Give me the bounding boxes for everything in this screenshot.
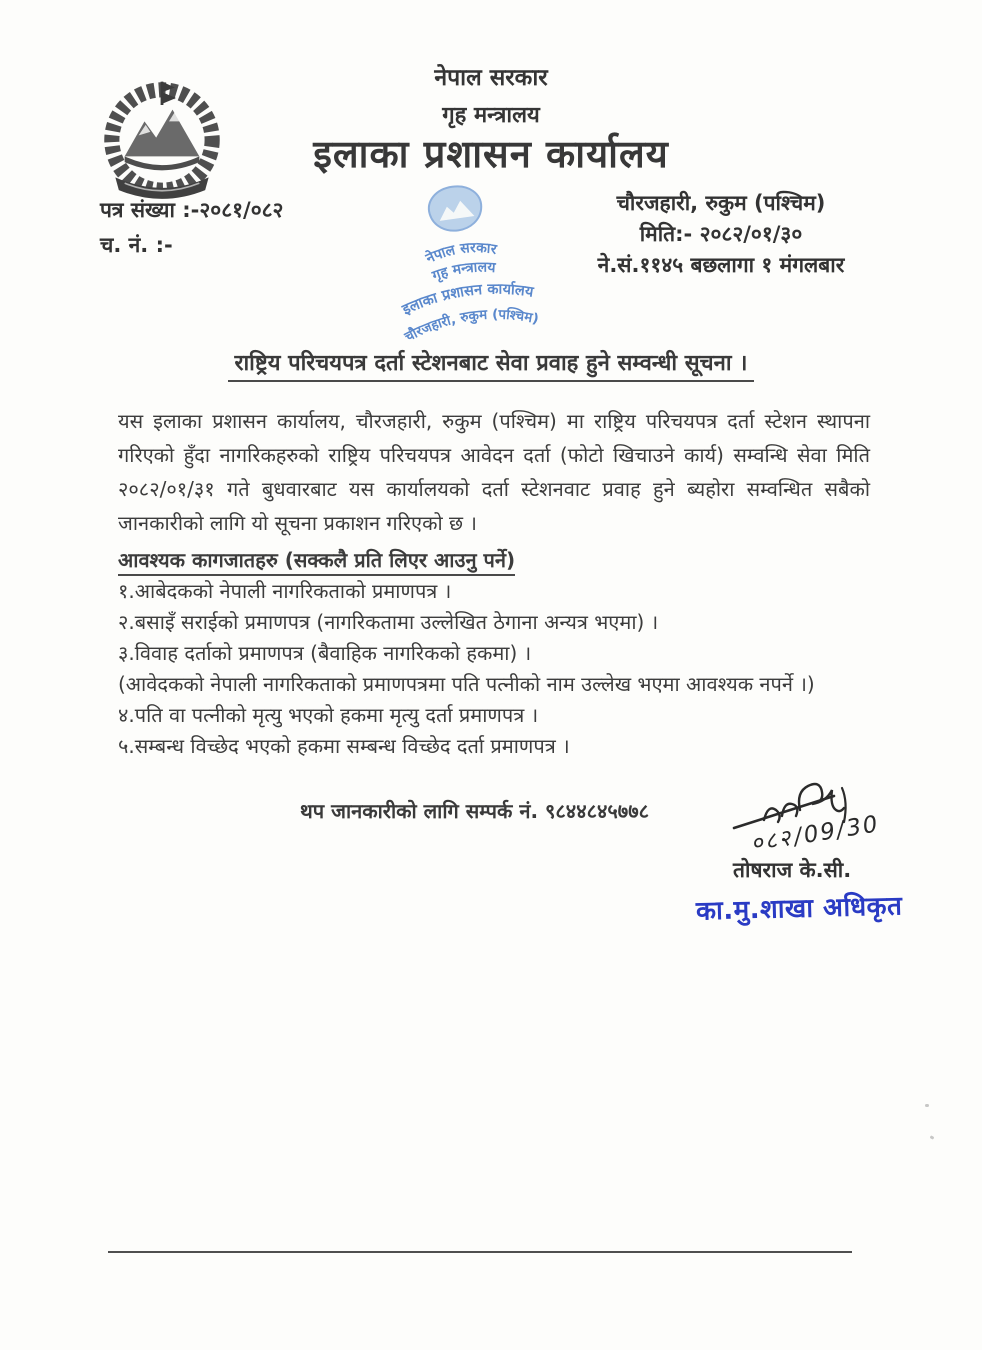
signatory-designation: का.मु.शाखा अधिकृत: [695, 891, 903, 927]
stamp-line-ministry: गृह मन्त्रालय: [430, 259, 496, 285]
stamp-line-location: चौरजहारी, रुकुम (पश्चिम): [402, 306, 541, 346]
footer-divider: [108, 1251, 852, 1253]
office-name: इलाका प्रशासन कार्यालय: [313, 132, 669, 176]
office-location: चौरजहारी, रुकुम (पश्चिम): [616, 191, 826, 215]
chalani-number: च. नं. :-: [100, 233, 173, 257]
office-stamp: [349, 166, 576, 361]
signatory-name: तोषराज के.सी.: [733, 858, 852, 882]
letter-number: पत्र संख्या :-२०८१/०८२: [100, 198, 284, 222]
document-item: ५.सम्बन्ध विच्छेद भएको हकमा सम्बन्ध विच्छेद दर्ता प्रमाणपत्र ।: [118, 734, 570, 758]
document-item: ४.पति वा पत्नीको मृत्यु भएको हकमा मृत्यु दर्ता प्रमाणपत्र ।: [118, 703, 539, 727]
document-item: २.बसाइँ सराईको प्रमाणपत्र (नागरिकतामा उल्लेखित ठेगाना अन्यत्र भएमा) ।: [118, 610, 659, 634]
reference-block: [100, 193, 283, 263]
letter-date: मिति:- २०८२/०१/३०: [639, 222, 803, 246]
contact-info: थप जानकारीको लागि सम्पर्क नं. ९८४४८४५७७८: [300, 799, 650, 823]
document-item-note: (आवेदकको नेपाली नागरिकताको प्रमाणपत्रमा पति पत्नीको नाम उल्लेख भएमा आवश्यक नपर्ने ।): [118, 672, 815, 696]
stamp-line-office: इलाका प्रशासन कार्यालय: [400, 281, 535, 319]
scan-artifact: [930, 1135, 935, 1140]
document-item: ३.विवाह दर्ताको प्रमाणपत्र (बैवाहिक नागरिकको हकमा) ।: [118, 641, 532, 665]
notice-title: राष्ट्रिय परिचयपत्र दर्ता स्टेशनबाट सेवा प्रवाह हुने सम्वन्धी सूचना ।: [0, 347, 982, 377]
stamp-line-government: नेपाल सरकार: [423, 239, 498, 268]
ministry-name: गृह मन्त्रालय: [442, 103, 540, 128]
required-documents-section: [118, 545, 878, 762]
meta-block: [553, 188, 889, 281]
nepal-sambat-date: ने.सं.११४५ बछलागा १ मंगलबार: [597, 253, 845, 277]
notice-body: यस इलाका प्रशासन कार्यालय, चौरजहारी, रुकुम (पश्चिम) मा राष्ट्रिय परिचयपत्र दर्ता स्टेशन स्थापना गरिएको हुँदा नागरिकहरुको राष्ट्रिय परिचयपत्र आवेदन दर्ता (फोटो खिचाउने कार्य) सम्वन्धि सेवा मिति २०८२/०१/३१ गते बुधवारबाट यस कार्यालयको दर्ता स्टेशनवाट प्रवाह हुने ब्यहोरा सम्वन्धित सबैको जानकारीको लागि यो सूचना प्रकाशन गरिएको छ ।: [118, 409, 870, 535]
signature-date: ०८२/09/30: [752, 810, 880, 858]
document-item: १.आबेदकको नेपाली नागरिकताको प्रमाणपत्र ।: [118, 579, 452, 603]
documents-heading: आवश्यक कागजातहरु (सक्कलै प्रति लिएर आउनु पर्ने): [118, 545, 878, 576]
scan-artifact: [925, 1104, 929, 1107]
government-name: नेपाल सरकार: [434, 65, 548, 91]
